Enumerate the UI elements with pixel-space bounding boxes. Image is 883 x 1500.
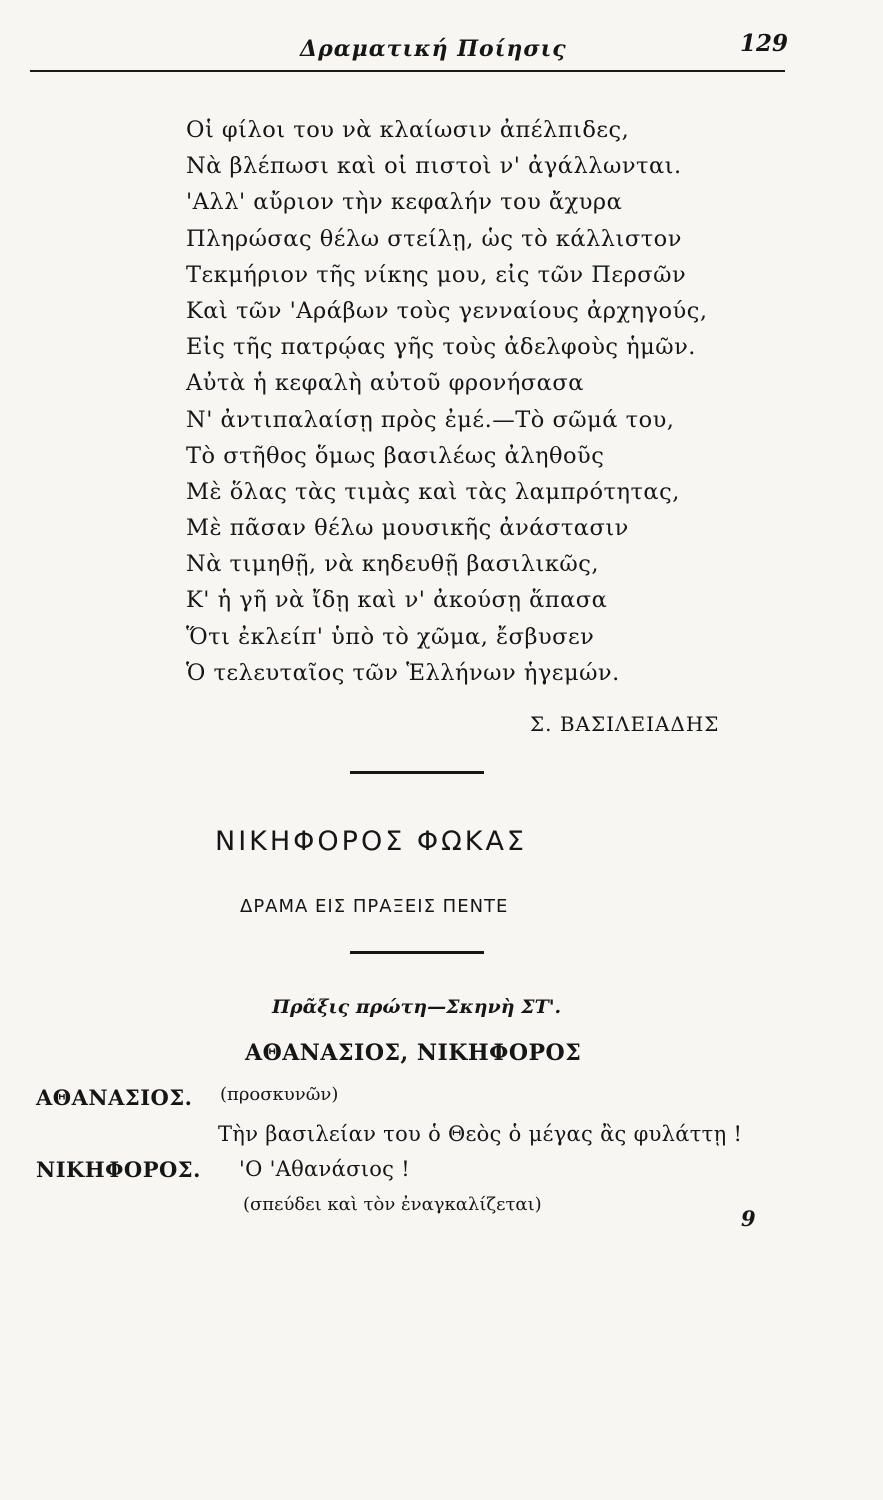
poem-line: Νὰ τιμηθῇ, νὰ κηδευθῇ βασιλικῶς, <box>186 551 599 578</box>
section-divider <box>350 951 484 954</box>
poem-line: Ὅτι ἐκλείπ' ὑπὸ τὸ χῶμα, ἔσβυσεν <box>186 623 595 650</box>
section-divider <box>350 771 484 774</box>
poem-line: Πληρώσας θέλω στείλῃ, ὡς τὸ κάλλιστον <box>186 225 682 252</box>
poem-line: Οἱ φίλοι του νὰ κλαίωσιν ἀπέλπιδες, <box>186 117 630 143</box>
poem-verse <box>186 112 707 691</box>
speaker-athanasios: ΑΘΑΝΑΣΙΟΣ. <box>36 1085 193 1110</box>
play-subtitle: ΔΡΑΜΑ ΕΙΣ ΠΡΑΞΕΙΣ ΠΕΝΤΕ <box>240 896 509 917</box>
poem-author: Σ. ΒΑΣΙΛΕΙΑΔΗΣ <box>530 712 720 736</box>
poem-line: Εἰς τῆς πατρῴας γῆς τοὺς ἀδελφοὺς ἡμῶν. <box>186 334 696 361</box>
poem-line: Καὶ τῶν 'Αράβων τοὺς γενναίους ἀρχηγούς, <box>186 297 708 324</box>
poem-line: Μὲ πᾶσαν θέλω μουσικῆς ἀνάστασιν <box>186 515 629 542</box>
page-number: 129 <box>740 30 789 57</box>
dialogue-line: 'Ο 'Αθανάσιος ! <box>239 1157 410 1181</box>
poem-line: Κ' ἡ γῆ νὰ ἴδῃ καὶ ν' ἀκούσῃ ἅπασα <box>186 587 608 614</box>
speaker-nikiforos: ΝΙΚΗΦΟΡΟΣ. <box>36 1157 201 1182</box>
poem-line: Νὰ βλέπωσι καὶ οἱ πιστοὶ ν' ἀγάλλωνται. <box>186 153 682 180</box>
scene-characters: ΑΘΑΝΑΣΙΟΣ, ΝΙΚΗΦΟΡΟΣ <box>245 1040 582 1066</box>
poem-line: 'Αλλ' αὔριον τὴν κεφαλήν του ἄχυρα <box>186 189 623 216</box>
signature-mark: 9 <box>741 1206 756 1231</box>
header-rule <box>30 70 785 72</box>
poem-line: Τεκμήριον τῆς νίκης μου, εἰς τῶν Περσῶν <box>186 261 687 288</box>
running-title: Δραματική Ποίησις <box>300 36 567 62</box>
play-title: ΝΙΚΗΦΟΡΟΣ ΦΩΚΑΣ <box>215 826 527 857</box>
poem-line: Αὐτὰ ἡ κεφαλὴ αὐτοῦ φρονήσασα <box>186 370 584 397</box>
poem-line: Τὸ στῆθος ὅμως βασιλέως ἀληθοῦς <box>186 442 605 469</box>
stage-direction: (προσκυνῶν) <box>220 1084 339 1105</box>
stage-direction: (σπεύδει καὶ τὸν ἐναγκαλίζεται) <box>243 1194 542 1215</box>
act-scene-heading: Πρᾶξις πρώτη—Σκηνὴ ΣΤ'. <box>272 996 562 1018</box>
poem-line: Μὲ ὅλας τὰς τιμὰς καὶ τὰς λαμπρότητας, <box>186 478 680 505</box>
dialogue-line: Τὴν βασιλείαν του ὁ Θεὸς ὁ μέγας ἂς φυλάττῃ ! <box>218 1122 743 1146</box>
poem-line: Ὁ τελευταῖος τῶν Ἑλλήνων ἡγεμών. <box>186 659 620 686</box>
poem-line: Ν' ἀντιπαλαίσῃ πρὸς ἐμέ.—Τὸ σῶμά του, <box>186 406 675 433</box>
